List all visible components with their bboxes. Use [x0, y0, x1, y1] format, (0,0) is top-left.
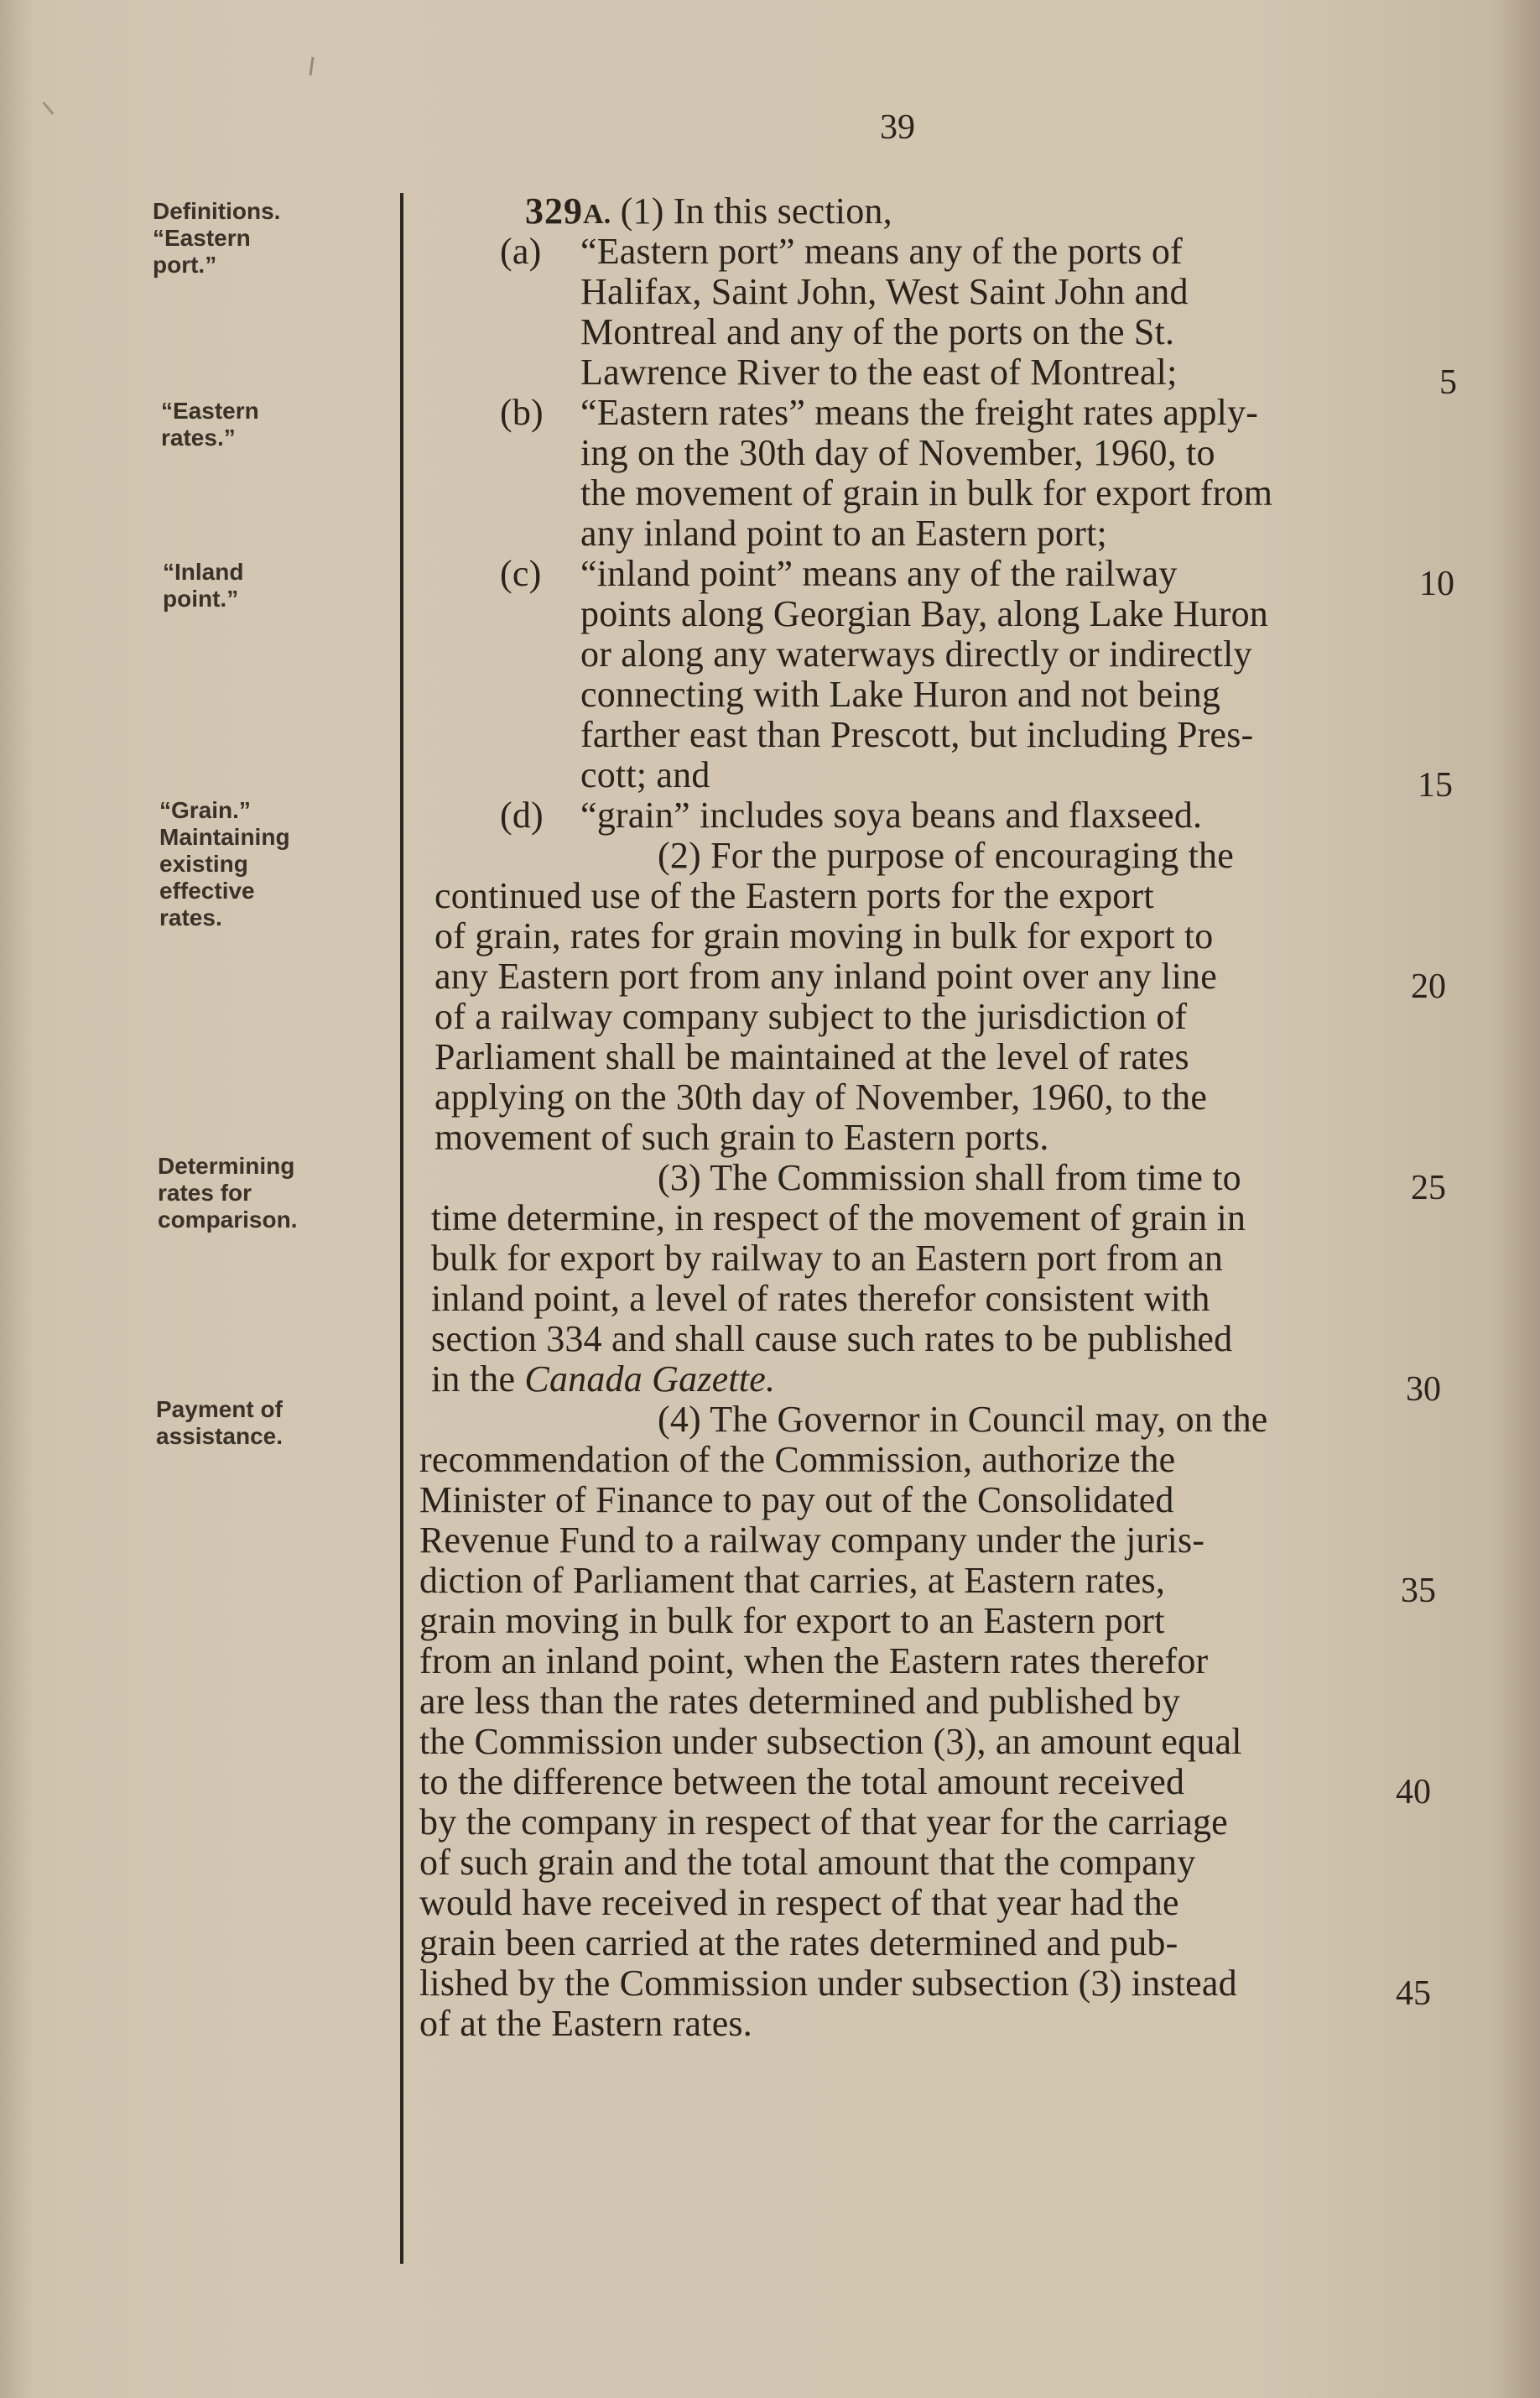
margin-note-eastern-rates	[161, 398, 259, 451]
margin-note-line: comparison.	[158, 1207, 298, 1233]
para-label-d: (d)	[500, 795, 544, 836]
text-line: (4) The Governor in Council may, on the	[658, 1399, 1268, 1440]
line-number: 35	[1401, 1572, 1436, 1610]
canada-gazette-italic: Canada Gazette.	[524, 1358, 776, 1400]
line-number: 10	[1419, 565, 1454, 603]
margin-note-line: Maintaining	[159, 824, 290, 850]
text-line: Halifax, Saint John, West Saint John and	[580, 271, 1189, 312]
text-line: the Commission under subsection (3), an amount equal	[419, 1721, 1242, 1762]
margin-note-line: Determining	[158, 1153, 295, 1179]
para-label-b: (b)	[500, 392, 544, 433]
line-number: 30	[1406, 1370, 1441, 1409]
text-line: of grain, rates for grain moving in bulk for export to	[434, 915, 1214, 957]
scan-mark	[43, 102, 55, 115]
text-line: or along any waterways directly or indirectly	[580, 633, 1252, 675]
margin-note-line: “Inland	[163, 559, 244, 585]
line-number: 45	[1396, 1974, 1431, 2013]
text-line: farther east than Prescott, but including Pres-	[580, 714, 1254, 755]
text-line: Revenue Fund to a railway company under the juris-	[419, 1520, 1205, 1561]
margin-note-payment	[156, 1396, 283, 1450]
margin-note-inland-point	[163, 559, 243, 613]
margin-note-line: point.”	[163, 586, 239, 612]
text-line: connecting with Lake Huron and not being	[580, 674, 1221, 715]
scan-mark	[309, 57, 314, 76]
line-number: 15	[1418, 766, 1453, 805]
text-line: to the difference between the total amount received	[419, 1761, 1185, 1802]
text-line: (2) For the purpose of encouraging the	[658, 835, 1234, 876]
margin-note-line: “Eastern	[161, 398, 259, 424]
text-line: movement of such grain to Eastern ports.	[434, 1117, 1049, 1158]
margin-note-line: Definitions.	[153, 198, 281, 224]
section-suffix: A.	[583, 199, 611, 230]
text-line: recommendation of the Commission, authorize the	[419, 1439, 1176, 1480]
text-line: of at the Eastern rates.	[419, 2003, 752, 2044]
text-line: bulk for export by railway to an Eastern port from an	[431, 1238, 1224, 1279]
text-run: in the	[431, 1358, 525, 1400]
line-number: 40	[1396, 1773, 1431, 1812]
text-line: diction of Parliament that carries, at Eastern rates,	[419, 1560, 1166, 1601]
margin-note-line: “Eastern	[153, 225, 251, 251]
text-line: would have received in respect of that year had the	[419, 1882, 1179, 1923]
text-line: Minister of Finance to pay out of the Consolidated	[419, 1479, 1174, 1520]
text-line: of a railway company subject to the jurisdiction of	[434, 996, 1188, 1037]
text-line	[431, 1359, 775, 1400]
text-line: (1) In this section,	[611, 190, 892, 232]
margin-note-line: “Grain.”	[159, 797, 251, 823]
text-line: from an inland point, when the Eastern rates therefor	[419, 1640, 1209, 1681]
text-line: “Eastern port” means any of the ports of	[580, 231, 1183, 272]
text-line: of such grain and the total amount that the company	[419, 1842, 1196, 1883]
margin-note-line: existing	[159, 851, 248, 877]
text-line: grain been carried at the rates determined and pub-	[419, 1922, 1178, 1963]
para-label-c: (c)	[500, 553, 542, 594]
text-line: the movement of grain in bulk for export from	[580, 472, 1273, 513]
margin-note-definitions	[153, 198, 280, 279]
margin-note-line: rates.	[159, 904, 222, 931]
text-line: (3) The Commission shall from time to	[658, 1157, 1241, 1198]
text-line: “Eastern rates” means the freight rates apply-	[580, 392, 1259, 433]
text-line: ing on the 30th day of November, 1960, to	[580, 432, 1215, 473]
margin-note-line: rates.”	[161, 425, 236, 451]
line-number: 5	[1439, 363, 1457, 402]
text-line: continued use of the Eastern ports for the export	[434, 875, 1154, 916]
text-line: “grain” includes soya beans and flaxseed.	[580, 795, 1203, 836]
text-line: cott; and	[580, 754, 710, 795]
text-line: any Eastern port from any inland point over any line	[434, 956, 1217, 997]
line-number: 20	[1411, 967, 1446, 1006]
text-line: “inland point” means any of the railway	[580, 553, 1178, 594]
page-number: 39	[880, 108, 915, 147]
text-line: applying on the 30th day of November, 1960, to the	[434, 1076, 1208, 1118]
text-line: Montreal and any of the ports on the St.	[580, 311, 1175, 352]
margin-note-line: assistance.	[156, 1423, 283, 1449]
line-number: 25	[1411, 1169, 1446, 1207]
section-heading-line	[525, 191, 892, 235]
section-number: 329	[525, 190, 583, 232]
text-line: time determine, in respect of the movement of grain in	[431, 1197, 1246, 1238]
margin-rule	[400, 193, 403, 2264]
text-line: points along Georgian Bay, along Lake Huron	[580, 593, 1268, 634]
text-line: Parliament shall be maintained at the level of rates	[434, 1036, 1189, 1077]
margin-note-line: rates for	[158, 1180, 252, 1206]
text-line: any inland point to an Eastern port;	[580, 513, 1107, 554]
text-line: section 334 and shall cause such rates to be published	[431, 1318, 1233, 1359]
margin-note-determining-rates	[158, 1153, 297, 1233]
text-line: lished by the Commission under subsection (3) instead	[419, 1963, 1237, 2004]
margin-note-line: port.”	[153, 252, 217, 278]
margin-note-line: effective	[159, 878, 255, 904]
text-line: by the company in respect of that year for the carriage	[419, 1801, 1228, 1843]
text-line: Lawrence River to the east of Montreal;	[580, 352, 1178, 393]
text-line: grain moving in bulk for export to an Eastern port	[419, 1600, 1165, 1641]
text-line: are less than the rates determined and published by	[419, 1681, 1181, 1722]
margin-note-line: Payment of	[156, 1396, 283, 1422]
margin-note-grain	[159, 797, 290, 931]
para-label-a: (a)	[500, 231, 542, 272]
text-line: inland point, a level of rates therefor consistent with	[431, 1278, 1210, 1319]
